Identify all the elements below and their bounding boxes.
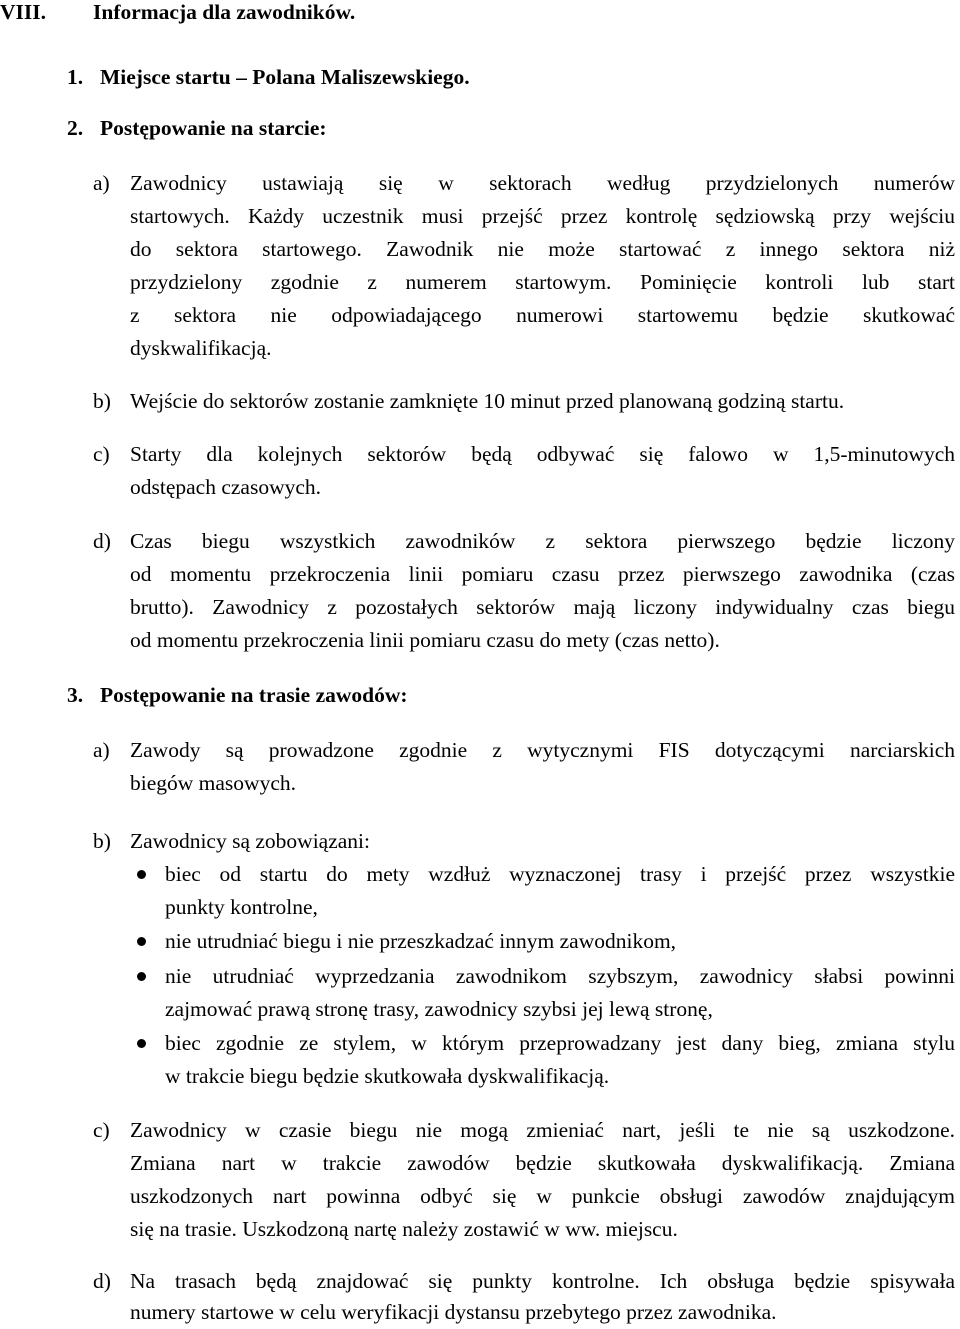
bullet-item-line: nie utrudniać biegu i nie przeszkadzać innym zawodnikom, [165,929,677,953]
item-2-title: Postępowanie na starcie: [100,116,327,140]
bullet-icon [137,937,146,946]
item-1-text: Miejsce startu – Polana Maliszewskiego. [100,65,470,89]
item-2c-label: c) [93,442,110,466]
item-2d-line: od momentu przekroczenia linii pomiaru czasu przez pierwszego zawodnika (czas [130,562,955,586]
item-2a-line: przydzielony zgodnie z numerem startowym. Pominięcie kontroli lub start [130,270,955,294]
item-2c-line: odstępach czasowych. [130,475,322,499]
item-2-label: 2. [67,116,84,140]
item-3c-line: Zmiana nart w trakcie zawodów będzie skutkowała dyskwalifikacją. Zmiana [130,1151,955,1175]
item-2d-label: d) [93,529,111,553]
bullet-item-line: zajmować prawą stronę trasy, zawodnicy szybsi jej lewą stronę, [165,997,713,1021]
item-3a-line: Zawody są prowadzone zgodnie z wytycznymi FIS dotyczącymi narciarskich [130,738,955,762]
item-3d-line: numery startowe w celu weryfikacji dystansu przebytego przez zawodnika. [130,1300,777,1324]
item-2a-line: z sektora nie odpowiadającego numerowi startowemu będzie skutkować [130,303,955,327]
item-2d-line: brutto). Zawodnicy z pozostałych sektorów mają liczony indywidualny czas biegu [130,595,955,619]
item-2a-line: startowych. Każdy uczestnik musi przejść przez kontrolę sędziowską przy wejściu [130,204,955,228]
bullet-icon [137,870,146,879]
item-3a-line: biegów masowych. [130,771,296,795]
item-2a-label: a) [93,171,110,195]
bullet-item-line: biec zgodnie ze stylem, w którym przeprowadzany jest dany bieg, zmiana stylu [165,1031,955,1055]
bullet-icon [137,972,146,981]
item-3b-label: b) [93,829,111,853]
item-3c-line: Zawodnicy w czasie biegu nie mogą zmieniać nart, jeśli te nie są uszkodzone. [130,1118,955,1142]
bullet-item-line: punkty kontrolne, [165,895,318,919]
bullet-item-line: w trakcie biegu będzie skutkowała dyskwalifikacją. [165,1064,610,1088]
item-3-label: 3. [67,683,84,707]
item-2a-line: dyskwalifikacją. [130,336,272,360]
bullet-icon [137,1039,146,1048]
item-3c-label: c) [93,1118,110,1142]
section-numeral: VIII. [0,0,47,24]
item-2c-line: Starty dla kolejnych sektorów będą odbywać się falowo w 1,5-minutowych [130,442,955,466]
item-1-label: 1. [67,65,84,89]
item-3d-line: Na trasach będą znajdować się punkty kontrolne. Ich obsługa będzie spisywała [130,1269,955,1293]
item-2a-line: do sektora startowego. Zawodnik nie może startować z innego sektora niż [130,237,955,261]
item-2a-line: Zawodnicy ustawiają się w sektorach według przydzielonych numerów [130,171,955,195]
item-3-title: Postępowanie na trasie zawodów: [100,683,408,707]
bullet-item-line: nie utrudniać wyprzedzania zawodnikom szybszym, zawodnicy słabsi powinni [165,964,955,988]
item-2d-line: od momentu przekroczenia linii pomiaru czasu do mety (czas netto). [130,628,720,652]
item-3a-label: a) [93,738,110,762]
item-3c-line: się na trasie. Uszkodzoną nartę należy zostawić w ww. miejscu. [130,1217,678,1241]
section-title: Informacja dla zawodników. [93,0,356,24]
item-3d-label: d) [93,1269,111,1293]
item-3b-intro: Zawodnicy są zobowiązani: [130,829,370,853]
item-3c-line: uszkodzonych nart powinna odbyć się w punkcie obsługi zawodów znajdującym [130,1184,955,1208]
item-2d-line: Czas biegu wszystkich zawodników z sektora pierwszego będzie liczony [130,529,955,553]
item-2b-line: Wejście do sektorów zostanie zamknięte 10 minut przed planowaną godziną startu. [130,389,845,413]
item-2b-label: b) [93,389,111,413]
bullet-item-line: biec od startu do mety wzdłuż wyznaczonej trasy i przejść przez wszystkie [165,862,955,886]
